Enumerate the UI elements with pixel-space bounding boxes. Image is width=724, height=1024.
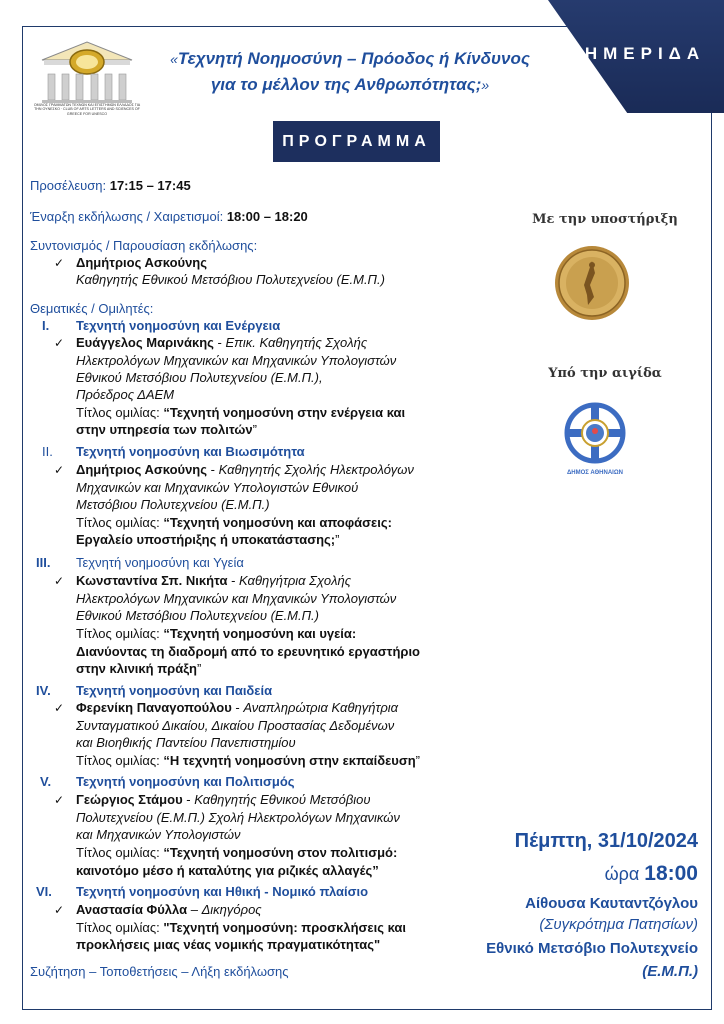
talk-title: [76, 625, 356, 643]
section-number: V.: [40, 774, 52, 789]
speaker-role: Εθνικού Μετσόβιου Πολυτεχνείου (Ε.Μ.Π.): [76, 608, 319, 623]
speaker-line: Ευάγγελος Μαρινάκης - Επικ. Καθηγητής Σχολής: [76, 335, 368, 350]
talk-title: [76, 844, 397, 862]
event-institution-abbr: (Ε.Μ.Π.): [642, 963, 698, 980]
speaker-role: Αναπληρώτρια Καθηγήτρια: [243, 700, 399, 715]
coordinator-role: Καθηγητής Εθνικού Μετσόβιου Πολυτεχνείου (Ε.Μ.Π.): [76, 272, 385, 287]
event-institution: Εθνικό Μετσόβιο Πολυτεχνείο: [486, 940, 698, 957]
banner-label: ΗΜΕΡΙΔΑ: [584, 44, 706, 63]
talk-text: στην κλινική πράξη: [76, 661, 197, 676]
speaker-role: Μετσόβιου Πολυτεχνείου (Ε.Μ.Π.): [76, 497, 270, 512]
speaker-role: Καθηγήτρια Σχολής: [239, 573, 352, 588]
section-number: IV.: [36, 683, 51, 698]
closing-line: Συζήτηση – Τοποθετήσεις – Λήξη εκδήλωσης: [30, 964, 289, 979]
coordinator-name: Δημήτριος Ασκούνης: [76, 255, 208, 270]
speaker-role: Επικ. Καθηγητής Σχολής: [225, 335, 368, 350]
coordination-label: Συντονισμός / Παρουσίαση εκδήλωσης:: [30, 238, 258, 253]
check-icon: ✓: [54, 256, 65, 270]
event-date: Πέμπτη, 31/10/2024: [514, 830, 698, 852]
title-quote-close: »: [481, 77, 490, 93]
time-label: ώρα: [604, 864, 645, 884]
title-line2: για το μέλλον της Ανθρωπότητας;: [210, 75, 482, 94]
talk-label: Τίτλος ομιλίας:: [76, 845, 164, 860]
talk-text: "Τεχνητή νοημοσύνη: προσκλήσεις και: [163, 920, 407, 935]
speaker-line: Γεώργιος Στάμου - Καθηγητής Εθνικού Μετσόβιου: [76, 792, 371, 807]
program-label: ΠΡΟΓΡΑΜΜΑ: [273, 121, 440, 162]
speaker-role: Εθνικού Μετσόβιου Πολυτεχνείου (Ε.Μ.Π.),: [76, 370, 323, 385]
talk-text: “Η τεχνητή νοημοσύνη στην εκπαίδευση: [163, 753, 416, 768]
talk-quote: ”: [415, 753, 421, 768]
talk-quote: ”: [252, 422, 257, 437]
check-icon: ✓: [54, 793, 65, 807]
event-time-line: [605, 862, 698, 886]
talk-text: “Τεχνητή νοημοσύνη στην ενέργεια και: [163, 405, 406, 420]
talk-label: Τίτλος ομιλίας:: [76, 753, 164, 768]
speaker-role: και Μηχανικών Υπολογιστών: [76, 827, 241, 842]
speaker-name: Δημήτριος Ασκούνης: [76, 462, 208, 477]
talk-label: Τίτλος ομιλίας:: [76, 920, 164, 935]
talk-quote: ”: [335, 532, 340, 547]
talk-text: καινοτόμο μέσο ή καταλύτης για ριζικές αλλαγές”: [76, 863, 379, 878]
talk-title: [76, 421, 257, 439]
arrival-line: [30, 177, 191, 195]
section-title: Τεχνητή νοημοσύνη και Ενέργεια: [76, 318, 281, 333]
medal-icon: [554, 245, 630, 321]
section-title: Τεχνητή νοημοσύνη και Υγεία: [76, 555, 244, 570]
title-quote-open: «: [170, 51, 178, 67]
section-title: Τεχνητή νοημοσύνη και Πολιτισμός: [76, 774, 295, 789]
section-number: I.: [42, 318, 50, 333]
talk-label: Τίτλος ομιλίας:: [76, 405, 164, 420]
talk-title: [76, 404, 405, 422]
start-label: Έναρξη εκδήλωσης / Χαιρετισμοί:: [30, 209, 227, 224]
event-hall: Αίθουσα Καυταντζόγλου: [525, 895, 698, 912]
speaker-role: και Βιοηθικής Παντείου Πανεπιστημίου: [76, 735, 296, 750]
talk-title: [76, 660, 201, 678]
talk-label: Τίτλος ομιλίας:: [76, 515, 164, 530]
talk-title: [76, 919, 406, 937]
check-icon: ✓: [54, 463, 65, 477]
check-icon: ✓: [54, 574, 65, 588]
talk-title: [76, 752, 420, 770]
speaker-line: Δημήτριος Ασκούνης - Καθηγητής Σχολής Ηλεκτρολόγων: [76, 462, 414, 477]
section-title: Τεχνητή νοημοσύνη και Ηθική - Νομικό πλαίσιο: [76, 884, 369, 899]
start-line: [30, 208, 308, 226]
speaker-role: Μηχανικών και Μηχανικών Υπολογιστών Εθνικού: [76, 480, 359, 495]
arrival-time: 17:15 – 17:45: [109, 178, 191, 193]
speaker-role: Συνταγματικού Δικαίου, Δικαίου Προστασίας Δεδομένων: [76, 718, 395, 733]
talk-quote: ”: [196, 661, 202, 676]
arrival-label: Προσέλευση:: [30, 178, 110, 193]
talk-text: προκλήσεις μιας νέας νομικής πραγματικότητας": [76, 937, 381, 952]
speaker-line: Αναστασία Φύλλα – Δικηγόρος: [76, 902, 262, 917]
check-icon: ✓: [54, 903, 65, 917]
talk-title: [76, 514, 392, 532]
speaker-name: Αναστασία Φύλλα: [76, 902, 188, 917]
speaker-name: Κωνσταντίνα Σπ. Νικήτα: [76, 573, 228, 588]
talk-title: [76, 531, 339, 549]
title-line1: Τεχνητή Νοημοσύνη – Πρόοδος ή Κίνδυνος: [177, 49, 530, 68]
topics-label: Θεματικές / Ομιλητές:: [30, 301, 154, 316]
speaker-name: Φερενίκη Παναγοπούλου: [76, 700, 232, 715]
start-time: 18:00 – 18:20: [226, 209, 308, 224]
speaker-role: Ηλεκτρολόγων Μηχανικών και Μηχανικών Υπολογιστών: [76, 591, 397, 606]
talk-label: Τίτλος ομιλίας:: [76, 626, 164, 641]
logo-caption: ΟΜΙΛΟΣ ΓΡΑΜΜΑΤΩΝ ΤΕΧΝΩΝ ΚΑΙ ΕΠΙΣΤΗΜΩΝ ΕΛΛΑΔΟΣ ΓΙΑ ΤΗΝ ΟΥΝΕΣΚΟ · CLUB OF ARTS LETTERS AND SCIENCES OF GREECE FOR UNESCO: [33, 103, 141, 116]
check-icon: ✓: [54, 336, 65, 350]
speaker-name: Γεώργιος Στάμου: [76, 792, 183, 807]
event-time: 18:00: [644, 862, 698, 885]
section-number: II.: [42, 444, 53, 459]
event-title: [150, 46, 550, 98]
section-number: VI.: [36, 884, 52, 899]
talk-text: στην υπηρεσία των πολιτών: [76, 422, 253, 437]
talk-text: “Τεχνητή νοημοσύνη και αποφάσεις:: [163, 515, 392, 530]
event-complex: (Συγκρότημα Πατησίων): [539, 916, 698, 933]
section-title: Τεχνητή νοημοσύνη και Παιδεία: [76, 683, 273, 698]
speaker-role: Ηλεκτρολόγων Μηχανικών και Μηχανικών Υπολογιστών: [76, 353, 397, 368]
support-label: Με την υποστήριξη: [532, 212, 678, 227]
speaker-line: Φερενίκη Παναγοπούλου - Αναπληρώτρια Καθηγήτρια: [76, 700, 399, 715]
speaker-line: Κωνσταντίνα Σπ. Νικήτα - Καθηγήτρια Σχολής: [76, 573, 352, 588]
talk-text: “Τεχνητή νοημοσύνη στον πολιτισμό:: [163, 845, 398, 860]
talk-text: “Τεχνητή νοημοσύνη και υγεία:: [163, 626, 357, 641]
section-title: Τεχνητή νοημοσύνη και Βιωσιμότητα: [76, 444, 305, 459]
talk-text: Διανύοντας τη διαδρομή από το ερευνητικό εργαστήριο: [76, 644, 420, 659]
speaker-role: Πολυτεχνείου (Ε.Μ.Π.) Σχολή Ηλεκτρολόγων Μηχανικών: [76, 810, 400, 825]
speaker-name: Ευάγγελος Μαρινάκης: [76, 335, 214, 350]
check-icon: ✓: [54, 701, 65, 715]
talk-text: Εργαλείο υποστήριξης ή υποκατάστασης;: [76, 532, 336, 547]
speaker-role: Δικηγόρος: [201, 902, 262, 917]
speaker-role: Πρόεδρος ΔΑΕΜ: [76, 387, 175, 402]
municipality-caption: ΔΗΜΟΣ ΑΘΗΝΑΙΩΝ: [566, 470, 623, 476]
section-number: III.: [36, 555, 51, 570]
speaker-role: Καθηγητής Εθνικού Μετσόβιου: [194, 792, 371, 807]
municipality-emblem-icon: [562, 400, 628, 468]
aegis-label: Υπό την αιγίδα: [548, 366, 662, 381]
speaker-role: Καθηγητής Σχολής Ηλεκτρολόγων: [218, 462, 414, 477]
